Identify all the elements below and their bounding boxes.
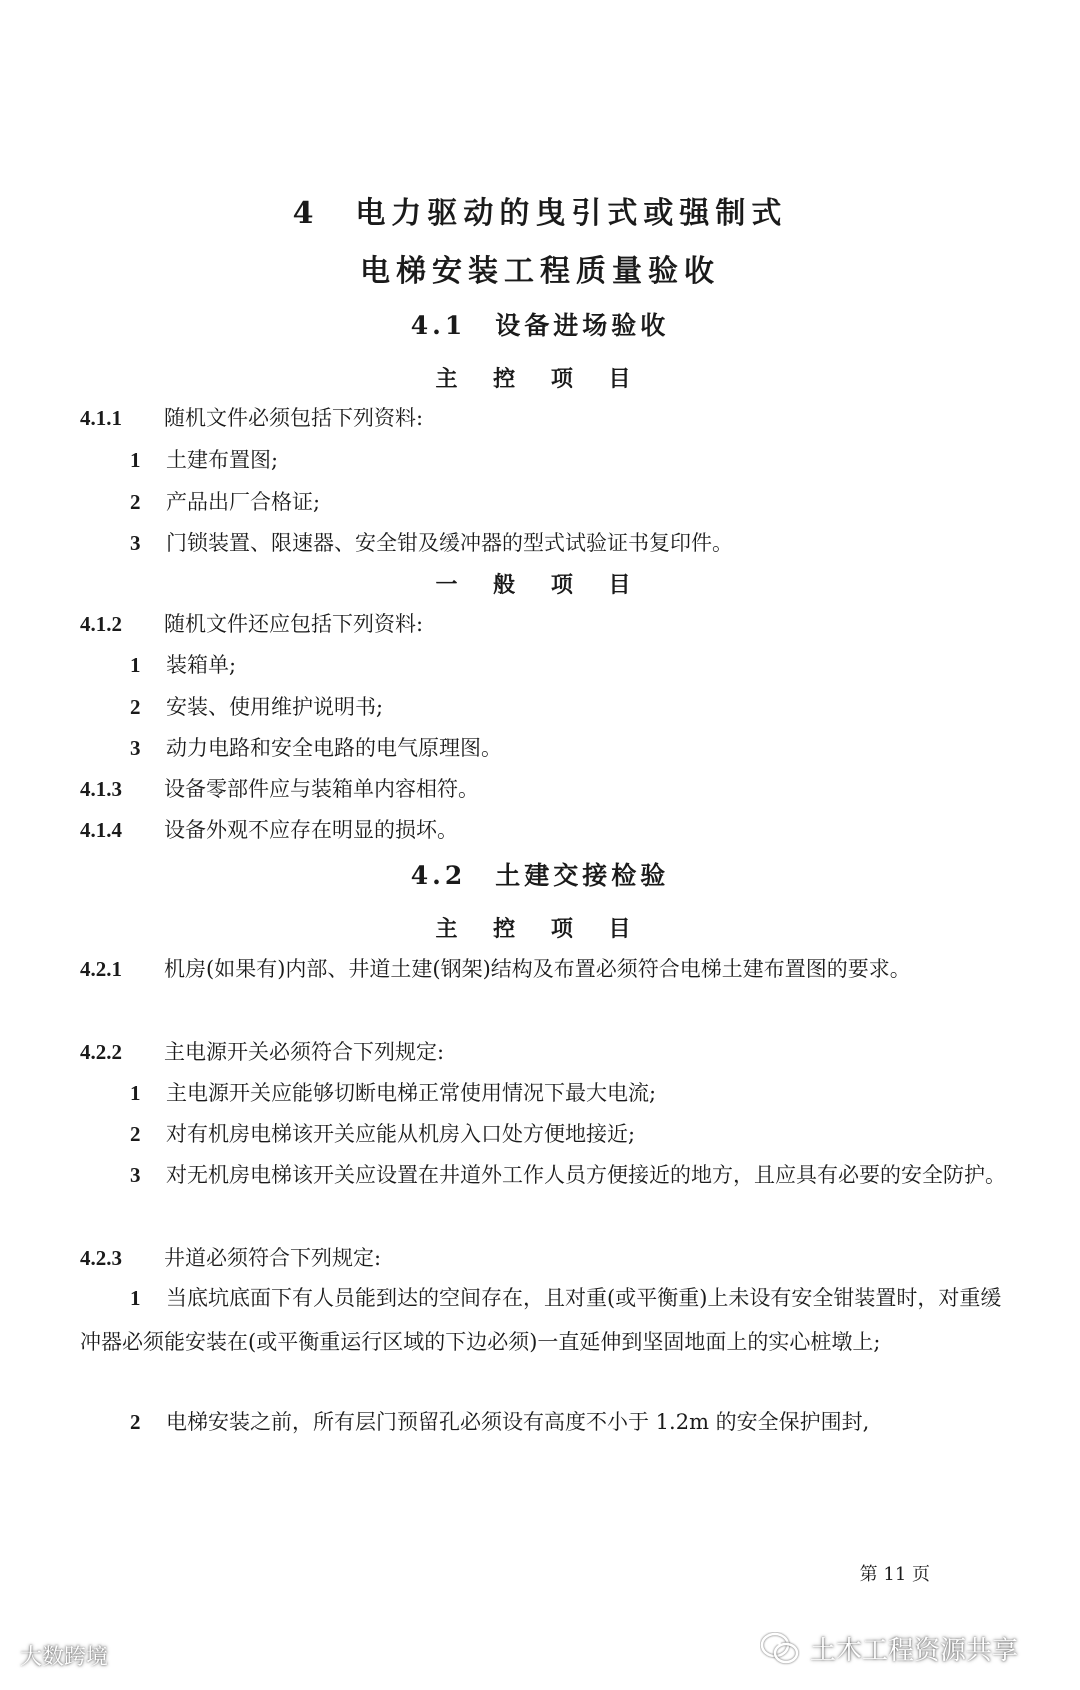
item-text: 门锁装置、限速器、安全钳及缓冲器的型式试验证书复印件。 (166, 531, 733, 555)
clause-4-2-2-item-1 (80, 1071, 1010, 1115)
clause-number: 4.1.3 (80, 777, 122, 801)
clause-4-2-2-item-2 (80, 1112, 1010, 1156)
item-number: 1 (130, 653, 141, 677)
item-number: 3 (130, 531, 141, 555)
section-4-2-title: 4.2 土建交接检验 (410, 861, 670, 890)
item-text: 当底坑底面下有人员能到达的空间存在，且对重(或平衡重)上未设有安全钳装置时，对重缓冲器必须能安装在(或平衡重运行区域的下边必须)一直延伸到坚固地面上的实心桩墩上; (80, 1286, 1002, 1354)
clause-4-1-2-item-1 (80, 643, 1010, 687)
item-number: 1 (130, 1286, 141, 1310)
clause-4-2-3-item-1 (80, 1276, 1010, 1364)
item-text: 电梯安装之前，所有层门预留孔必须设有高度不小于 1.2m 的安全保护围封, (166, 1410, 870, 1434)
clause-4-1-1-item-2 (80, 480, 1010, 524)
item-text: 动力电路和安全电路的电气原理图。 (166, 736, 502, 760)
section-4-1-title: 4.1 设备进场验收 (410, 311, 670, 340)
clause-4-1-2 (80, 602, 1010, 646)
clause-number: 4.2.1 (80, 957, 122, 981)
section-4-1-general-items-heading: 一 般 项 目 (435, 572, 645, 598)
item-text: 对有机房电梯该开关应能从机房入口处方便地接近; (166, 1122, 636, 1146)
item-text: 安装、使用维护说明书; (166, 695, 384, 719)
clause-4-2-1 (80, 947, 1010, 991)
clause-4-1-3 (80, 767, 1010, 811)
clause-text: 随机文件还应包括下列资料: (164, 612, 424, 636)
item-number: 2 (130, 695, 141, 719)
clause-4-2-2-item-3 (80, 1153, 1010, 1197)
clause-text: 井道必须符合下列规定: (164, 1246, 382, 1270)
clause-number: 4.1.2 (80, 612, 122, 636)
clause-4-1-1-item-3 (80, 521, 1010, 565)
watermark-left: 大数跨境 (20, 1645, 109, 1670)
chapter-title-line1: 4 电力驱动的曳引式或强制式 (292, 196, 788, 231)
clause-text: 主电源开关必须符合下列规定: (164, 1040, 445, 1064)
clause-text: 机房(如果有)内部、井道土建(钢架)结构及布置必须符合电梯土建布置图的要求。 (164, 957, 911, 981)
item-number: 2 (130, 1122, 141, 1146)
clause-text: 设备零部件应与装箱单内容相符。 (164, 777, 479, 801)
clause-number: 4.1.4 (80, 818, 122, 842)
clause-4-2-3-item-2 (80, 1400, 1010, 1444)
section-4-1-main-items-heading: 主 控 项 目 (435, 366, 645, 392)
clause-number: 4.2.2 (80, 1040, 122, 1064)
clause-4-2-3 (80, 1236, 1010, 1280)
clause-4-1-4 (80, 808, 1010, 852)
clause-text: 随机文件必须包括下列资料: (164, 406, 424, 430)
item-text: 土建布置图; (166, 448, 279, 472)
clause-number: 4.1.1 (80, 406, 122, 430)
item-text: 装箱单; (166, 653, 237, 677)
item-text: 对无机房电梯该开关应设置在井道外工作人员方便接近的地方，且应具有必要的安全防护。 (166, 1163, 1006, 1187)
clause-4-1-1 (80, 396, 1010, 440)
item-number: 1 (130, 448, 141, 472)
item-number: 3 (130, 736, 141, 760)
item-number: 3 (130, 1163, 141, 1187)
clause-4-1-2-item-2 (80, 685, 1010, 729)
clause-4-2-2 (80, 1030, 1010, 1074)
item-text: 产品出厂合格证; (166, 490, 321, 514)
item-number: 2 (130, 1410, 141, 1434)
item-text: 主电源开关应能够切断电梯正常使用情况下最大电流; (166, 1081, 657, 1105)
watermark-right: 土木工程资源共享 (810, 1636, 1019, 1666)
page-number: 第 11 页 (859, 1564, 930, 1585)
clause-number: 4.2.3 (80, 1246, 122, 1270)
item-number: 2 (130, 490, 141, 514)
chapter-title-line2: 电梯安装工程质量验收 (360, 254, 720, 289)
item-number: 1 (130, 1081, 141, 1105)
clause-4-1-1-item-1 (80, 438, 1010, 482)
clause-4-1-2-item-3 (80, 726, 1010, 770)
section-4-2-main-items-heading: 主 控 项 目 (435, 916, 645, 942)
clause-text: 设备外观不应存在明显的损坏。 (164, 818, 458, 842)
wechat-icon (760, 1632, 800, 1666)
